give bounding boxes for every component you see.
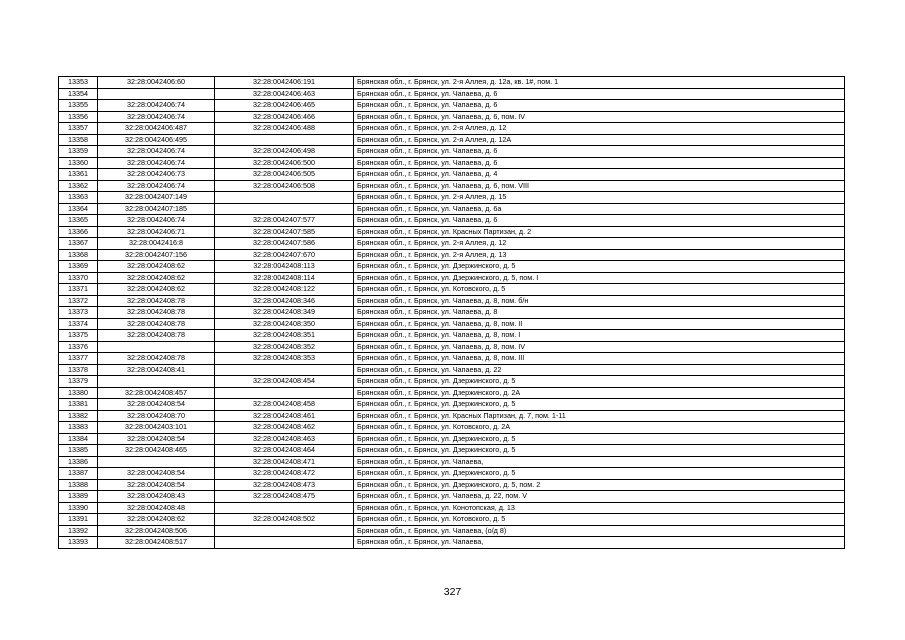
cadastral-number-cell: 32:28:0042408:517 — [98, 537, 215, 549]
table-row — [59, 284, 845, 296]
table-row — [59, 341, 845, 353]
table-row — [59, 399, 845, 411]
table-row — [59, 215, 845, 227]
row-number-cell: 13384 — [59, 433, 98, 445]
address-cell: Брянская обл., г. Брянск, ул. Красных Партизан, д. 7, пом. 1-11 — [354, 410, 845, 422]
table-row — [59, 157, 845, 169]
table-row — [59, 295, 845, 307]
row-number-cell: 13353 — [59, 77, 98, 89]
address-cell: Брянская обл., г. Брянск, ул. Чапаева, — [354, 537, 845, 549]
cadastral-number-cell: 32:28:0042406:73 — [98, 169, 215, 181]
object-number-cell — [215, 134, 354, 146]
row-number-cell: 13363 — [59, 192, 98, 204]
table-row — [59, 169, 845, 181]
row-number-cell: 13360 — [59, 157, 98, 169]
address-cell: Брянская обл., г. Брянск, ул. Котовского, д. 2А — [354, 422, 845, 434]
object-number-cell: 32:28:0042408:454 — [215, 376, 354, 388]
address-cell: Брянская обл., г. Брянск, ул. Дзержинского, д. 5 — [354, 376, 845, 388]
row-number-cell: 13379 — [59, 376, 98, 388]
registry-table — [58, 76, 845, 549]
object-number-cell: 32:28:0042407:586 — [215, 238, 354, 250]
table-row — [59, 537, 845, 549]
row-number-cell: 13369 — [59, 261, 98, 273]
table-row — [59, 146, 845, 158]
table-row — [59, 307, 845, 319]
table-row — [59, 456, 845, 468]
row-number-cell: 13373 — [59, 307, 98, 319]
address-cell: Брянская обл., г. Брянск, ул. Чапаева, д. 8, пом. III — [354, 353, 845, 365]
cadastral-number-cell: 32:28:0042406:74 — [98, 100, 215, 112]
cadastral-number-cell: 32:28:0042408:54 — [98, 399, 215, 411]
cadastral-number-cell: 32:28:0042408:43 — [98, 491, 215, 503]
address-cell: Брянская обл., г. Брянск, ул. Чапаева, д. 22 — [354, 364, 845, 376]
object-number-cell: 32:28:0042408:352 — [215, 341, 354, 353]
cadastral-number-cell: 32:28:0042408:465 — [98, 445, 215, 457]
row-number-cell: 13359 — [59, 146, 98, 158]
object-number-cell: 32:28:0042408:350 — [215, 318, 354, 330]
table-row — [59, 491, 845, 503]
table-row — [59, 468, 845, 480]
table-row — [59, 192, 845, 204]
address-cell: Брянская обл., г. Брянск, ул. Чапаева, д. 6 — [354, 157, 845, 169]
row-number-cell: 13378 — [59, 364, 98, 376]
table-row — [59, 318, 845, 330]
address-cell: Брянская обл., г. Брянск, ул. Чапаева, д. 8, пом. I — [354, 330, 845, 342]
cadastral-number-cell: 32:28:0042408:54 — [98, 468, 215, 480]
table-row — [59, 226, 845, 238]
object-number-cell: 32:28:0042406:488 — [215, 123, 354, 135]
table-row — [59, 100, 845, 112]
address-cell: Брянская обл., г. Брянск, ул. Котовского, д. 5 — [354, 514, 845, 526]
cadastral-number-cell: 32:28:0042407:156 — [98, 249, 215, 261]
cadastral-number-cell: 32:28:0042408:78 — [98, 330, 215, 342]
address-cell: Брянская обл., г. Брянск, ул. Чапаева, д. 6 — [354, 88, 845, 100]
table-row — [59, 410, 845, 422]
cadastral-number-cell: 32:28:0042406:74 — [98, 111, 215, 123]
object-number-cell: 32:28:0042406:191 — [215, 77, 354, 89]
address-cell: Брянская обл., г. Брянск, ул. Дзержинского, д. 5 — [354, 468, 845, 480]
object-number-cell: 32:28:0042407:670 — [215, 249, 354, 261]
address-cell: Брянская обл., г. Брянск, ул. 2-я Аллея, д. 15 — [354, 192, 845, 204]
table-row — [59, 261, 845, 273]
address-cell: Брянская обл., г. Брянск, ул. Чапаева, д. 8, пом. II — [354, 318, 845, 330]
object-number-cell — [215, 203, 354, 215]
cadastral-number-cell: 32:28:0042403:101 — [98, 422, 215, 434]
row-number-cell: 13392 — [59, 525, 98, 537]
address-cell: Брянская обл., г. Брянск, ул. Чапаева, д. 6а — [354, 203, 845, 215]
object-number-cell: 32:28:0042407:577 — [215, 215, 354, 227]
cadastral-number-cell: 32:28:0042408:78 — [98, 307, 215, 319]
row-number-cell: 13380 — [59, 387, 98, 399]
row-number-cell: 13386 — [59, 456, 98, 468]
cadastral-number-cell: 32:28:0042406:74 — [98, 146, 215, 158]
table-row — [59, 123, 845, 135]
row-number-cell: 13374 — [59, 318, 98, 330]
address-cell: Брянская обл., г. Брянск, ул. Дзержинского, д. 5, пом. 2 — [354, 479, 845, 491]
address-cell: Брянская обл., г. Брянск, ул. Дзержинского, д. 5 — [354, 433, 845, 445]
cadastral-number-cell: 32:28:0042408:78 — [98, 353, 215, 365]
cadastral-number-cell: 32:28:0042416:8 — [98, 238, 215, 250]
table-row — [59, 514, 845, 526]
cadastral-number-cell — [98, 88, 215, 100]
address-cell: Брянская обл., г. Брянск, ул. Дзержинского, д. 2А — [354, 387, 845, 399]
row-number-cell: 13367 — [59, 238, 98, 250]
row-number-cell: 13390 — [59, 502, 98, 514]
address-cell: Брянская обл., г. Брянск, ул. Чапаева, д. 22, пом. V — [354, 491, 845, 503]
address-cell: Брянская обл., г. Брянск, ул. 2-я Аллея, д. 12А — [354, 134, 845, 146]
address-cell: Брянская обл., г. Брянск, ул. Чапаева, д. 6 — [354, 215, 845, 227]
object-number-cell: 32:28:0042408:471 — [215, 456, 354, 468]
address-cell: Брянская обл., г. Брянск, ул. Чапаева, (о/д 8) — [354, 525, 845, 537]
object-number-cell — [215, 364, 354, 376]
table-row — [59, 364, 845, 376]
address-cell: Брянская обл., г. Брянск, ул. Котовского, д. 5 — [354, 284, 845, 296]
object-number-cell: 32:28:0042408:346 — [215, 295, 354, 307]
table-row — [59, 376, 845, 388]
table-row — [59, 445, 845, 457]
cadastral-number-cell: 32:28:0042408:62 — [98, 514, 215, 526]
object-number-cell: 32:28:0042408:353 — [215, 353, 354, 365]
table-row — [59, 422, 845, 434]
table-row — [59, 330, 845, 342]
cadastral-number-cell: 32:28:0042408:54 — [98, 479, 215, 491]
row-number-cell: 13368 — [59, 249, 98, 261]
row-number-cell: 13355 — [59, 100, 98, 112]
row-number-cell: 13382 — [59, 410, 98, 422]
table-row — [59, 353, 845, 365]
row-number-cell: 13370 — [59, 272, 98, 284]
cadastral-number-cell: 32:28:0042408:41 — [98, 364, 215, 376]
object-number-cell: 32:28:0042408:458 — [215, 399, 354, 411]
address-cell: Брянская обл., г. Брянск, ул. Дзержинского, д. 5 — [354, 445, 845, 457]
table-row — [59, 88, 845, 100]
object-number-cell: 32:28:0042406:466 — [215, 111, 354, 123]
table-row — [59, 180, 845, 192]
object-number-cell — [215, 387, 354, 399]
table-row — [59, 77, 845, 89]
address-cell: Брянская обл., г. Брянск, ул. Чапаева, д. 6 — [354, 146, 845, 158]
address-cell: Брянская обл., г. Брянск, ул. Дзержинского, д. 5 — [354, 399, 845, 411]
row-number-cell: 13389 — [59, 491, 98, 503]
table-row — [59, 525, 845, 537]
object-number-cell: 32:28:0042408:114 — [215, 272, 354, 284]
table-row — [59, 502, 845, 514]
row-number-cell: 13354 — [59, 88, 98, 100]
object-number-cell: 32:28:0042406:498 — [215, 146, 354, 158]
address-cell: Брянская обл., г. Брянск, ул. 2-я Аллея, д. 13 — [354, 249, 845, 261]
row-number-cell: 13372 — [59, 295, 98, 307]
object-number-cell: 32:28:0042408:472 — [215, 468, 354, 480]
cadastral-number-cell: 32:28:0042406:60 — [98, 77, 215, 89]
cadastral-number-cell: 32:28:0042406:74 — [98, 180, 215, 192]
row-number-cell: 13387 — [59, 468, 98, 480]
row-number-cell: 13385 — [59, 445, 98, 457]
object-number-cell — [215, 502, 354, 514]
row-number-cell: 13388 — [59, 479, 98, 491]
row-number-cell: 13377 — [59, 353, 98, 365]
cadastral-number-cell: 32:28:0042408:54 — [98, 433, 215, 445]
object-number-cell: 32:28:0042406:500 — [215, 157, 354, 169]
object-number-cell: 32:28:0042408:113 — [215, 261, 354, 273]
address-cell: Брянская обл., г. Брянск, ул. Чапаева, д. 8, пом. б/н — [354, 295, 845, 307]
page-number: 327 — [443, 586, 462, 598]
object-number-cell: 32:28:0042406:508 — [215, 180, 354, 192]
table-row — [59, 433, 845, 445]
row-number-cell: 13393 — [59, 537, 98, 549]
address-cell: Брянская обл., г. Брянск, ул. 2-я Аллея, д. 12 — [354, 238, 845, 250]
object-number-cell: 32:28:0042408:502 — [215, 514, 354, 526]
cadastral-number-cell: 32:28:0042406:74 — [98, 157, 215, 169]
cadastral-number-cell: 32:28:0042408:62 — [98, 272, 215, 284]
row-number-cell: 13383 — [59, 422, 98, 434]
address-cell: Брянская обл., г. Брянск, ул. Чапаева, д. 8, пом. IV — [354, 341, 845, 353]
cadastral-number-cell: 32:28:0042407:149 — [98, 192, 215, 204]
address-cell: Брянская обл., г. Брянск, ул. 2-я Аллея, д. 12 — [354, 123, 845, 135]
cadastral-number-cell: 32:28:0042408:78 — [98, 318, 215, 330]
table-row — [59, 111, 845, 123]
object-number-cell: 32:28:0042408:464 — [215, 445, 354, 457]
address-cell: Брянская обл., г. Брянск, ул. Дзержинского, д. 5 — [354, 261, 845, 273]
object-number-cell: 32:28:0042408:349 — [215, 307, 354, 319]
object-number-cell: 32:28:0042406:505 — [215, 169, 354, 181]
row-number-cell: 13365 — [59, 215, 98, 227]
row-number-cell: 13364 — [59, 203, 98, 215]
cadastral-number-cell: 32:28:0042408:62 — [98, 261, 215, 273]
object-number-cell: 32:28:0042407:585 — [215, 226, 354, 238]
object-number-cell — [215, 525, 354, 537]
cadastral-number-cell: 32:28:0042406:71 — [98, 226, 215, 238]
cadastral-number-cell: 32:28:0042407:185 — [98, 203, 215, 215]
cadastral-number-cell — [98, 341, 215, 353]
table-row — [59, 387, 845, 399]
cadastral-number-cell: 32:28:0042408:457 — [98, 387, 215, 399]
cadastral-number-cell: 32:28:0042408:506 — [98, 525, 215, 537]
cadastral-number-cell: 32:28:0042408:78 — [98, 295, 215, 307]
object-number-cell: 32:28:0042408:462 — [215, 422, 354, 434]
address-cell: Брянская обл., г. Брянск, ул. Чапаева, д. 6, пом. IV — [354, 111, 845, 123]
row-number-cell: 13375 — [59, 330, 98, 342]
address-cell: Брянская обл., г. Брянск, ул. 2-я Аллея, д. 12а, кв. 1#, пом. 1 — [354, 77, 845, 89]
cadastral-number-cell — [98, 376, 215, 388]
cadastral-number-cell: 32:28:0042408:70 — [98, 410, 215, 422]
object-number-cell: 32:28:0042408:463 — [215, 433, 354, 445]
row-number-cell: 13376 — [59, 341, 98, 353]
table-row — [59, 272, 845, 284]
address-cell: Брянская обл., г. Брянск, ул. Дзержинского, д. 5, пом. I — [354, 272, 845, 284]
row-number-cell: 13358 — [59, 134, 98, 146]
address-cell: Брянская обл., г. Брянск, ул. Чапаева, д. 6 — [354, 100, 845, 112]
address-cell: Брянская обл., г. Брянск, ул. Конотопская, д. 13 — [354, 502, 845, 514]
cadastral-number-cell: 32:28:0042408:48 — [98, 502, 215, 514]
object-number-cell: 32:28:0042408:475 — [215, 491, 354, 503]
object-number-cell: 32:28:0042408:461 — [215, 410, 354, 422]
object-number-cell: 32:28:0042408:351 — [215, 330, 354, 342]
row-number-cell: 13371 — [59, 284, 98, 296]
registry-table-body — [59, 77, 845, 549]
table-row — [59, 249, 845, 261]
row-number-cell: 13362 — [59, 180, 98, 192]
row-number-cell: 13356 — [59, 111, 98, 123]
table-row — [59, 238, 845, 250]
cadastral-number-cell: 32:28:0042406:74 — [98, 215, 215, 227]
row-number-cell: 13381 — [59, 399, 98, 411]
object-number-cell: 32:28:0042408:122 — [215, 284, 354, 296]
address-cell: Брянская обл., г. Брянск, ул. Красных Партизан, д. 2 — [354, 226, 845, 238]
table-row — [59, 479, 845, 491]
row-number-cell: 13361 — [59, 169, 98, 181]
object-number-cell: 32:28:0042406:465 — [215, 100, 354, 112]
address-cell: Брянская обл., г. Брянск, ул. Чапаева, — [354, 456, 845, 468]
row-number-cell: 13357 — [59, 123, 98, 135]
object-number-cell — [215, 192, 354, 204]
row-number-cell: 13366 — [59, 226, 98, 238]
cadastral-number-cell: 32:28:0042408:62 — [98, 284, 215, 296]
cadastral-number-cell: 32:28:0042406:487 — [98, 123, 215, 135]
address-cell: Брянская обл., г. Брянск, ул. Чапаева, д. 6, пом. VIII — [354, 180, 845, 192]
row-number-cell: 13391 — [59, 514, 98, 526]
object-number-cell: 32:28:0042408:473 — [215, 479, 354, 491]
address-cell: Брянская обл., г. Брянск, ул. Чапаева, д. 4 — [354, 169, 845, 181]
address-cell: Брянская обл., г. Брянск, ул. Чапаева, д. 8 — [354, 307, 845, 319]
table-row — [59, 203, 845, 215]
table-row — [59, 134, 845, 146]
object-number-cell — [215, 537, 354, 549]
cadastral-number-cell — [98, 456, 215, 468]
cadastral-number-cell: 32:28:0042406:495 — [98, 134, 215, 146]
object-number-cell: 32:28:0042406:463 — [215, 88, 354, 100]
